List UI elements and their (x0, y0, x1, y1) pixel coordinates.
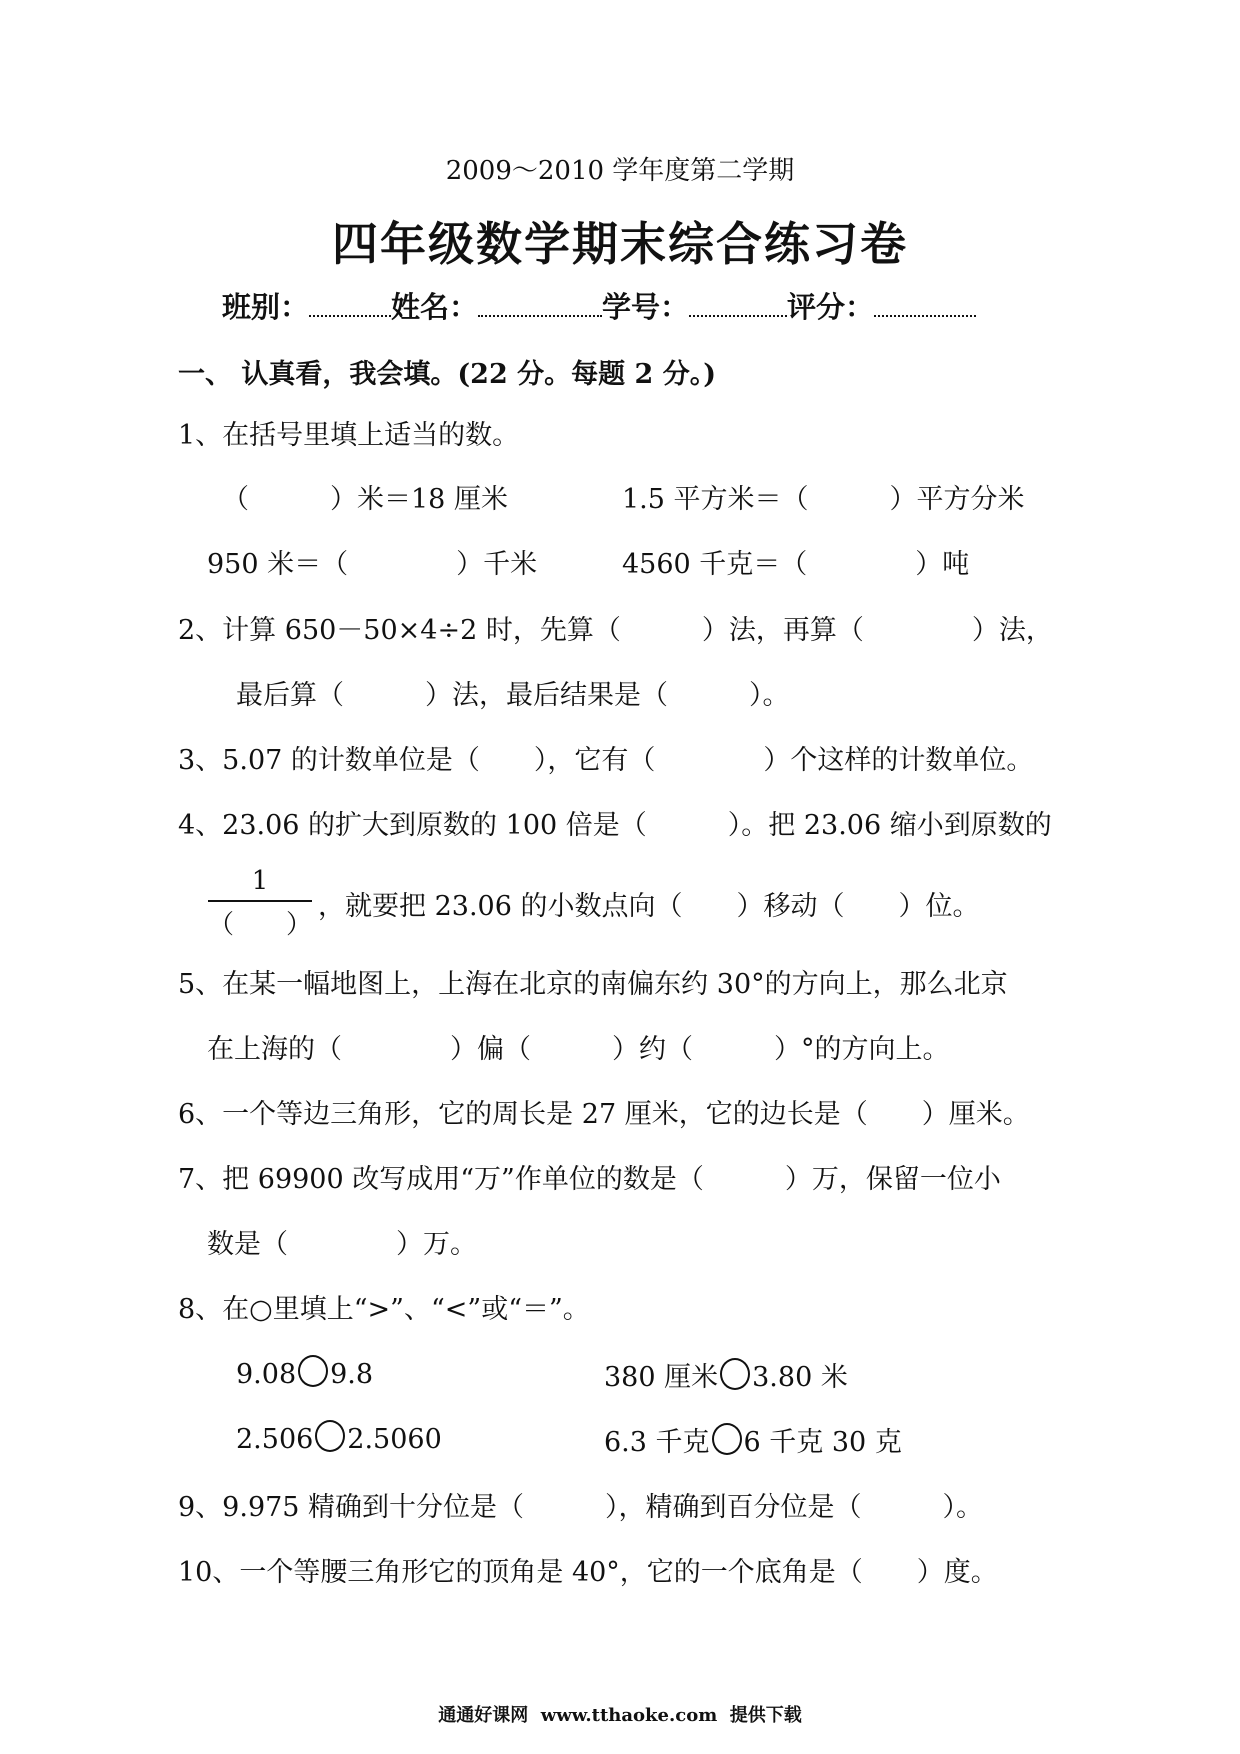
score-blank[interactable] (874, 289, 976, 317)
exam-title: 四年级数学期末综合练习卷 (332, 217, 908, 271)
question-9: 9、9.975 精确到十分位是（ ），精确到百分位是（ ）。 (178, 1492, 984, 1523)
name-label: 姓名： (391, 290, 479, 324)
compare-b-right: 3.80 米 (752, 1362, 848, 1393)
question-6: 6、一个等边三角形，它的周长是 27 厘米，它的边长是（ ）厘米。 (178, 1099, 1030, 1130)
question-3: 3、5.07 的计数单位是（ ），它有（ ）个这样的计数单位。 (178, 745, 1034, 776)
compare-circle-icon[interactable] (712, 1423, 742, 1455)
compare-circle-icon[interactable] (298, 1355, 328, 1387)
question-1a: （ ）米＝18 厘米 (222, 484, 508, 515)
section-1-heading: 一、 认真看，我会填。(22 分。每题 2 分。) (178, 359, 717, 390)
score-label: 评分： (787, 290, 875, 324)
fraction-one-over-blank (208, 866, 312, 941)
exam-subtitle: 2009～2010 学年度第二学期 (445, 156, 795, 186)
compare-c-left: 2.506 (236, 1424, 314, 1455)
id-blank[interactable] (689, 289, 787, 317)
compare-circle-icon[interactable] (315, 1420, 345, 1452)
fraction-numerator: 1 (251, 866, 269, 896)
compare-d (604, 1420, 902, 1459)
question-7-line1: 7、把 69900 改写成用“万”作单位的数是（ ）万，保留一位小 (178, 1164, 1001, 1195)
id-label: 学号： (602, 290, 690, 324)
question-4-line1: 4、23.06 的扩大到原数的 100 倍是（ ）。把 23.06 缩小到原数的 (178, 810, 1052, 841)
class-label: 班别： (222, 290, 310, 324)
compare-a (236, 1355, 373, 1390)
question-7-line2: 数是（ ）万。 (207, 1229, 477, 1260)
question-1b: 1.5 平方米＝（ ）平方分米 (622, 484, 1025, 515)
compare-c-right: 2.5060 (347, 1424, 442, 1455)
compare-b (604, 1355, 848, 1394)
question-5-line2: 在上海的（ ）偏（ ）约（ ）°的方向上。 (207, 1034, 950, 1065)
question-8: 8、在○里填上“>”、“<”或“＝”。 (178, 1294, 590, 1325)
question-1: 1、在括号里填上适当的数。 (178, 420, 520, 451)
question-5-line1: 5、在某一幅地图上，上海在北京的南偏东约 30°的方向上，那么北京 (178, 969, 1008, 1000)
question-1d: 4560 千克＝（ ）吨 (622, 549, 970, 580)
fraction-denominator: （ ） (208, 910, 313, 940)
question-4-line2: ，就要把 23.06 的小数点向（ ）移动（ ）位。 (318, 891, 980, 922)
compare-c (236, 1420, 442, 1455)
compare-a-right: 9.8 (330, 1359, 374, 1390)
class-blank[interactable] (309, 289, 391, 317)
question-2-line2: 最后算（ ）法，最后结果是（ ）。 (236, 680, 790, 711)
question-10: 10、一个等腰三角形它的顶角是 40°，它的一个底角是（ ）度。 (178, 1557, 998, 1588)
student-info-row (222, 285, 976, 326)
compare-d-left: 6.3 千克 (604, 1427, 710, 1458)
footer-credit: 通通好课网 www.tthaoke.com 提供下载 (438, 1705, 802, 1726)
compare-a-left: 9.08 (236, 1359, 297, 1390)
compare-circle-icon[interactable] (720, 1358, 750, 1390)
compare-b-left: 380 厘米 (604, 1362, 719, 1393)
fraction-bar (208, 900, 312, 902)
compare-d-right: 6 千克 30 克 (743, 1427, 902, 1458)
question-1c: 950 米＝（ ）千米 (207, 549, 538, 580)
question-2-line1: 2、计算 650－50×4÷2 时，先算（ ）法，再算（ ）法， (178, 615, 1053, 646)
name-blank[interactable] (478, 289, 602, 317)
